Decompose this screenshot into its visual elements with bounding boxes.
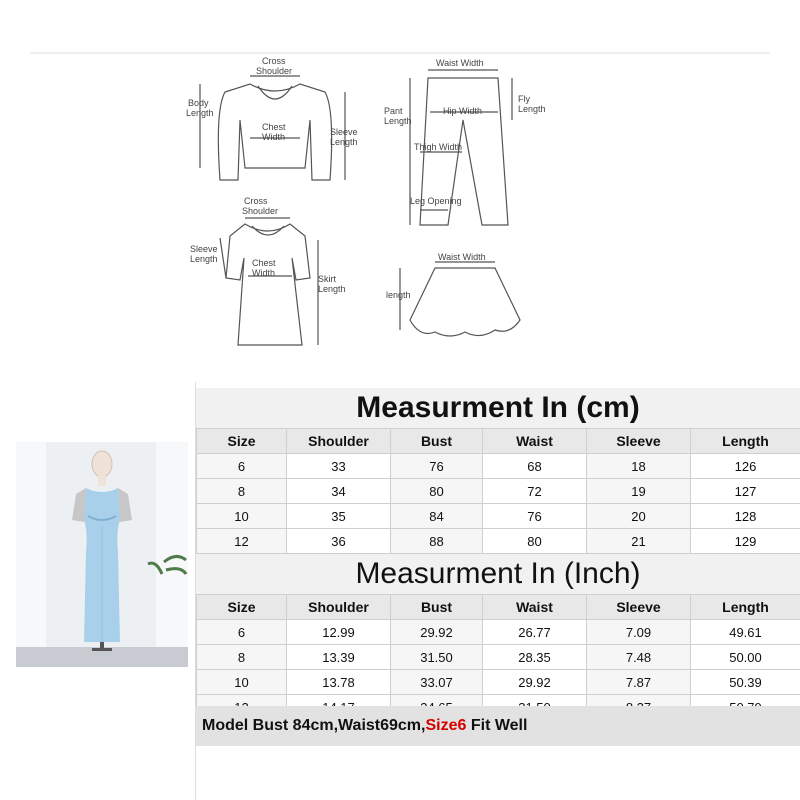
- cm-cell: 35: [287, 504, 391, 529]
- table-row: [197, 670, 800, 695]
- note-size-highlight: Size6: [425, 717, 467, 734]
- top-sleeve-length-label-2: Length: [330, 137, 358, 147]
- dress-chest-width-label-2: Width: [252, 268, 276, 278]
- cm-header-shoulder: Shoulder: [287, 429, 391, 454]
- inch-header-sleeve: Sleeve: [587, 595, 691, 620]
- inch-cell: 13.39: [287, 645, 391, 670]
- inch-header-waist: Waist: [483, 595, 587, 620]
- cm-header-bust: Bust: [391, 429, 483, 454]
- model-fit-note: [196, 706, 800, 746]
- pants-pant-length-label-1: Pant: [384, 106, 403, 116]
- inch-cell: 29.92: [391, 620, 483, 645]
- inch-cell: 6: [197, 620, 287, 645]
- table-row: [197, 504, 800, 529]
- cm-cell: 20: [587, 504, 691, 529]
- top-cross-shoulder-label-1: Cross: [262, 56, 286, 66]
- inch-cell: 31.50: [391, 645, 483, 670]
- pants-waist-width-label: Waist Width: [436, 58, 484, 68]
- measurement-tables: [196, 388, 800, 720]
- inch-cell: 26.77: [483, 620, 587, 645]
- bottom-divider: [196, 746, 800, 752]
- inch-header-length: Length: [691, 595, 800, 620]
- skirt-length-label: length: [386, 290, 411, 300]
- inch-table: [196, 594, 800, 720]
- cm-header-size: Size: [197, 429, 287, 454]
- cm-header-waist: Waist: [483, 429, 587, 454]
- table-row: [197, 454, 800, 479]
- inch-cell: 7.48: [587, 645, 691, 670]
- cm-cell: 76: [483, 504, 587, 529]
- cm-cell: 84: [391, 504, 483, 529]
- cm-cell: 36: [287, 529, 391, 554]
- top-chest-width-label-2: Width: [262, 132, 286, 142]
- cm-cell: 34: [287, 479, 391, 504]
- cm-cell: 10: [197, 504, 287, 529]
- note-suffix: Fit Well: [466, 717, 528, 734]
- cm-cell: 18: [587, 454, 691, 479]
- cm-cell: 72: [483, 479, 587, 504]
- inch-cell: 8: [197, 645, 287, 670]
- inch-header-size: Size: [197, 595, 287, 620]
- pants-fly-length-label-2: Length: [518, 104, 546, 114]
- cm-cell: 80: [391, 479, 483, 504]
- dress-cross-shoulder-label-2: Shoulder: [242, 206, 279, 216]
- cm-cell: 8: [197, 479, 287, 504]
- inch-cell: 12.99: [287, 620, 391, 645]
- pants-thigh-width-label: Thigh Width: [414, 142, 463, 152]
- dress-cross-shoulder-label-1: Cross: [244, 196, 268, 206]
- size-diagrams: [0, 0, 800, 380]
- cm-table: [196, 428, 800, 554]
- cm-cell: 129: [691, 529, 800, 554]
- top-sleeve-length-label-1: Sleeve: [330, 127, 358, 137]
- dress-sleeve-length-label-2: Length: [190, 254, 218, 264]
- inch-cell: 29.92: [483, 670, 587, 695]
- cm-cell: 12: [197, 529, 287, 554]
- inch-cell: 50.00: [691, 645, 800, 670]
- cm-cell: 80: [483, 529, 587, 554]
- cm-table-title: Measurment In (cm): [196, 388, 800, 428]
- cm-cell: 19: [587, 479, 691, 504]
- dress-skirt-length-label-2: Length: [318, 284, 346, 294]
- pants-pant-length-label-2: Length: [384, 116, 412, 126]
- inch-cell: 7.09: [587, 620, 691, 645]
- table-row: [197, 620, 800, 645]
- cm-cell: 127: [691, 479, 800, 504]
- top-chest-width-label-1: Chest: [262, 122, 286, 132]
- cm-cell: 68: [483, 454, 587, 479]
- inch-cell: 49.61: [691, 620, 800, 645]
- inch-cell: 13.78: [287, 670, 391, 695]
- top-body-length-label-2: Length: [186, 108, 214, 118]
- cm-cell: 6: [197, 454, 287, 479]
- dress-chest-width-label-1: Chest: [252, 258, 276, 268]
- table-row: [197, 479, 800, 504]
- inch-cell: 33.07: [391, 670, 483, 695]
- inch-table-title: Measurment In (Inch): [196, 554, 800, 594]
- cm-cell: 76: [391, 454, 483, 479]
- dress-skirt-length-label-1: Skirt: [318, 274, 336, 284]
- cm-header-length: Length: [691, 429, 800, 454]
- mannequin-dress-image: [16, 442, 188, 667]
- cm-header-sleeve: Sleeve: [587, 429, 691, 454]
- table-row: [197, 645, 800, 670]
- pants-fly-length-label-1: Fly: [518, 94, 530, 104]
- pants-leg-opening-label: Leg Opening: [410, 196, 462, 206]
- measurement-diagrams-svg: [0, 0, 800, 380]
- inch-cell: 7.87: [587, 670, 691, 695]
- inch-header-shoulder: Shoulder: [287, 595, 391, 620]
- cm-cell: 128: [691, 504, 800, 529]
- cm-cell: 88: [391, 529, 483, 554]
- dress-sleeve-length-label-1: Sleeve: [190, 244, 218, 254]
- table-row: [197, 529, 800, 554]
- cm-header-row: [197, 429, 800, 454]
- product-photo-panel: [0, 382, 196, 800]
- inch-header-bust: Bust: [391, 595, 483, 620]
- inch-cell: 28.35: [483, 645, 587, 670]
- product-photo: [16, 442, 188, 667]
- cm-cell: 33: [287, 454, 391, 479]
- cm-cell: 21: [587, 529, 691, 554]
- pants-hip-width-label: Hip Width: [443, 106, 483, 116]
- size-chart-section: [0, 382, 800, 800]
- inch-cell: 50.39: [691, 670, 800, 695]
- inch-header-row: [197, 595, 800, 620]
- inch-cell: 10: [197, 670, 287, 695]
- skirt-waist-width-label: Waist Width: [438, 252, 486, 262]
- top-cross-shoulder-label-2: Shoulder: [256, 66, 293, 76]
- cm-cell: 126: [691, 454, 800, 479]
- note-prefix: Model Bust 84cm,Waist69cm,: [202, 717, 426, 734]
- top-body-length-label-1: Body: [188, 98, 209, 108]
